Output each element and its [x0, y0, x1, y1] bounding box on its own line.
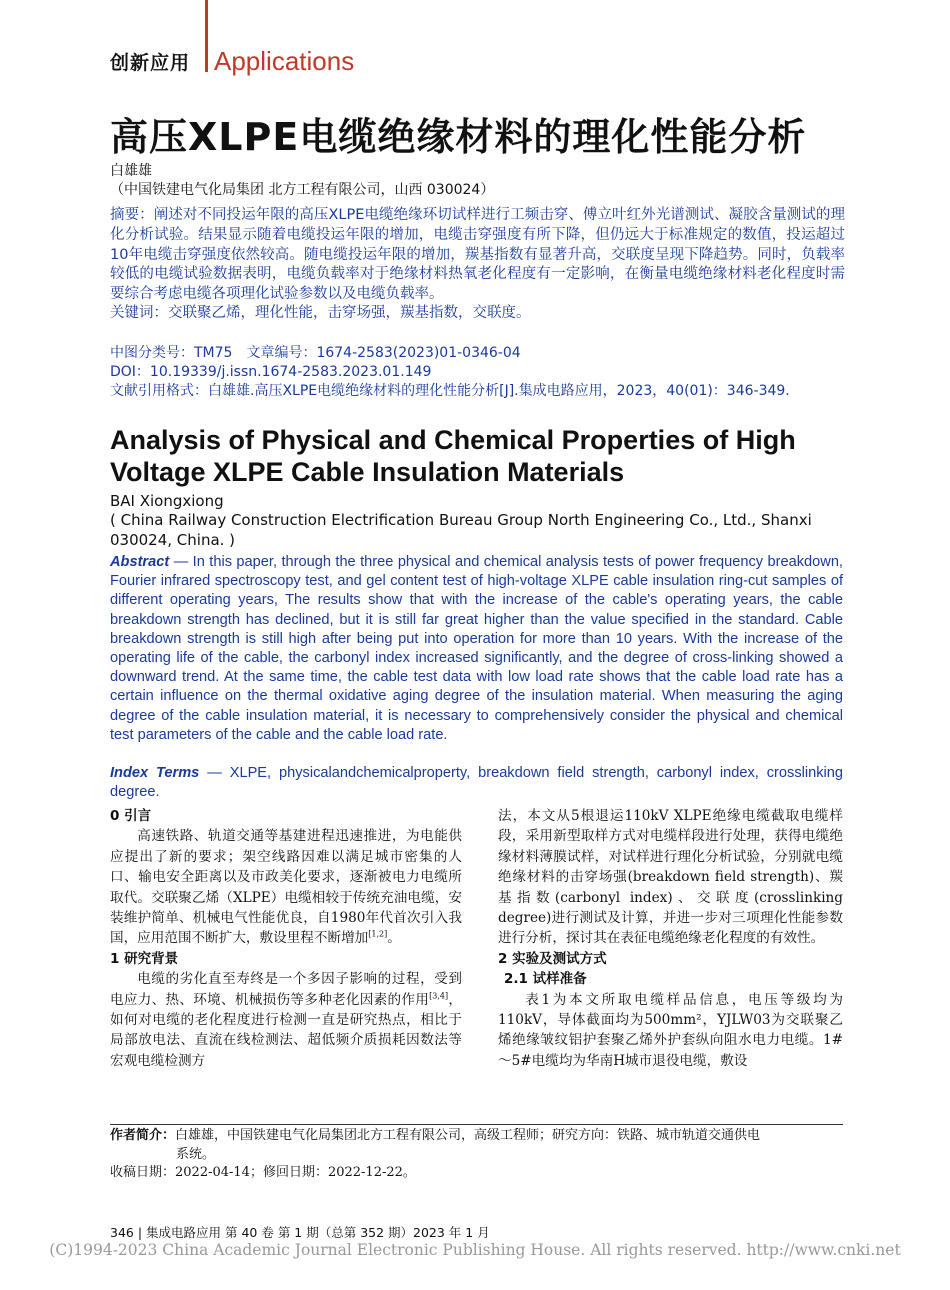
- citation-ref: [3,4]: [429, 991, 449, 1001]
- keywords-en: [110, 764, 843, 802]
- copyright-line: (C)1994-2023 China Academic Journal Electronic Publishing House. All rights reserved. http://www.cnki.net: [49, 1241, 901, 1259]
- title-zh: 高压XLPE电缆绝缘材料的理化性能分析: [110, 115, 807, 159]
- classification-number: 中图分类号：TM75 文章编号：1674-2583(2023)01-0346-04: [110, 345, 521, 361]
- body-column-left: [110, 806, 462, 1071]
- paragraph-text: 高速铁路、轨道交通等基建进程迅速推进，为电能供应提出了新的要求；架空线路因难以满足城市密集的人口、输电安全距离以及市政美化要求，逐渐被电力电缆所取代。交联聚乙烯（XLPE）电缆相较于传统充油电缆，安装维护简单、机械电气性能优良，自1980年代首次引入我国，应用范围不断扩大，敷设里程不断增加: [110, 828, 462, 947]
- footnote-author-text: 白雄雄，中国铁建电气化局集团北方工程有限公司，高级工程师；研究方向：铁路、城市轨道交通供电: [175, 1128, 761, 1143]
- abstract-en-label: Abstract: [110, 554, 170, 570]
- section-heading-background: 1 研究背景: [110, 950, 179, 967]
- abstract-en-text: — In this paper, through the three physical and chemical analysis tests of power frequency breakdown, Fourier infrared spectroscopy test, and gel content test of high-voltage XLPE cable insulation ring-cut samples of different operating years, The results show that with the increase of the cable's operating years, the cable breakdown strength has declined, but it is still far great higher than the value specified in the standard. Cable breakdown strength is still high after being put into operation for more than 10 years. With the increase of the operating life of the cable, the carbonyl index increased significantly, and the degree of cross-linking showed a downward trend. At the same time, the cable test data with low load rate shows that the cable load rate has a certain influence on the thermal oxidative aging degree of the insulation material. When measuring the aging degree of the cable insulation material, it is necessary to comprehensively consider the physical and chemical test parameters of the cable and the cable load rate.: [110, 554, 843, 743]
- section-label-zh: 创新应用: [110, 52, 191, 74]
- keywords-en-label: Index Terms: [110, 765, 200, 781]
- paragraph-samples: 表1为本文所取电缆样品信息，电压等级均为110kV，导体截面均为500mm²，YJLW03为交联聚乙烯绝缘皱纹铝护套聚乙烯外护套纵向阻水电力电缆。1#～5#电缆均为华南H城市退役电缆，敷设: [498, 991, 843, 1069]
- section-heading-intro: 0 引言: [110, 808, 152, 824]
- paragraph-background-cont: 法，本文从5根退运110kV XLPE绝缘电缆截取电缆样段，采用新型取样方式对电缆样段进行处理，获得电缆绝缘材料薄膜试样，对试样进行理化分析试验，分别就电缆绝缘材料的击穿场强(breakdown field strength)、羰基指数(carbonyl index)、交联度(crosslinking degree)进行测试及计算，并进一步对三项理化性能参数进行分析，探讨其在表征电缆绝缘老化程度的有效性。: [498, 808, 843, 947]
- section-heading-experiment: 2 实验及测试方式: [498, 950, 607, 967]
- paragraph-background: [110, 969, 462, 1071]
- paragraph-text: 。: [387, 930, 401, 947]
- keywords-zh: 关键词：交联聚乙烯，理化性能，击穿场强，羰基指数，交联度。: [110, 305, 531, 321]
- paragraph-text: 电缆的劣化直至寿终是一个多因子影响的过程，受到电应力、热、环境、机械损伤等多种老化因素的作用: [110, 971, 462, 1008]
- footnote-dates: 收稿日期：2022-04-14；修回日期：2022-12-22。: [110, 1165, 416, 1180]
- page-footer: 346 | 集成电路应用 第 40 卷 第 1 期（总第 352 期）2023 年 1 月: [110, 1225, 490, 1240]
- paragraph-text: ，如何对电缆的老化程度进行检测一直是研究热点，相比于局部放电法、直流在线检测法、超低频介质损耗因数法等宏观电缆检测方: [110, 991, 463, 1069]
- affiliation-zh: （中国铁建电气化局集团 北方工程有限公司，山西 030024）: [110, 182, 495, 198]
- subsection-heading-samples: 2.1 试样准备: [504, 971, 587, 988]
- citation-ref: [1,2]: [368, 929, 388, 939]
- affiliation-en: ( China Railway Construction Electrification Bureau Group North Engineering Co., Ltd., Shanxi 030024, China. ): [110, 511, 812, 549]
- header-divider: [205, 0, 208, 72]
- footnote-author-label: 作者简介：: [110, 1128, 176, 1143]
- footnote: [110, 1127, 845, 1183]
- section-label-en: Applications: [214, 46, 355, 76]
- body-column-right: [498, 806, 843, 1071]
- paragraph-intro: [110, 826, 462, 948]
- footnote-author-text-cont: 系统。: [176, 1146, 216, 1162]
- keywords-en-text: — XLPE, physicalandchemicalproperty, breakdown field strength, carbonyl index, crosslinking degree.: [110, 765, 843, 801]
- footnote-divider: [110, 1124, 843, 1125]
- author-en: BAI Xiongxiong: [110, 492, 224, 510]
- abstract-zh: 摘要：阐述对不同投运年限的高压XLPE电缆绝缘环切试样进行工频击穿、傅立叶红外光谱测试、凝胶含量测试的理化分析试验。结果显示随着电缆投运年限的增加，电缆击穿强度有所下降，但仍远大于标准规定的数值，投运超过10年电缆击穿强度依然较高。随电缆投运年限的增加，羰基指数有显著升高，交联度呈现下降趋势。同时，负载率较低的电缆试验数据表明，电缆负载率对于绝缘材料热氧老化程度有一定影响，在衡量电缆绝缘材料老化程度时需要综合考虑电缆各项理化试验参数以及电缆负载率。: [110, 207, 845, 303]
- doi: DOI：10.19339/j.issn.1674-2583.2023.01.149: [110, 364, 432, 380]
- author-zh: 白雄雄: [110, 163, 152, 179]
- citation-format: 文献引用格式：白雄雄.高压XLPE电缆绝缘材料的理化性能分析[J].集成电路应用，2023，40(01)：346-349.: [110, 383, 790, 399]
- abstract-en: [110, 553, 843, 745]
- title-en: Analysis of Physical and Chemical Properties of High Voltage XLPE Cable Insulation Materials: [110, 425, 796, 487]
